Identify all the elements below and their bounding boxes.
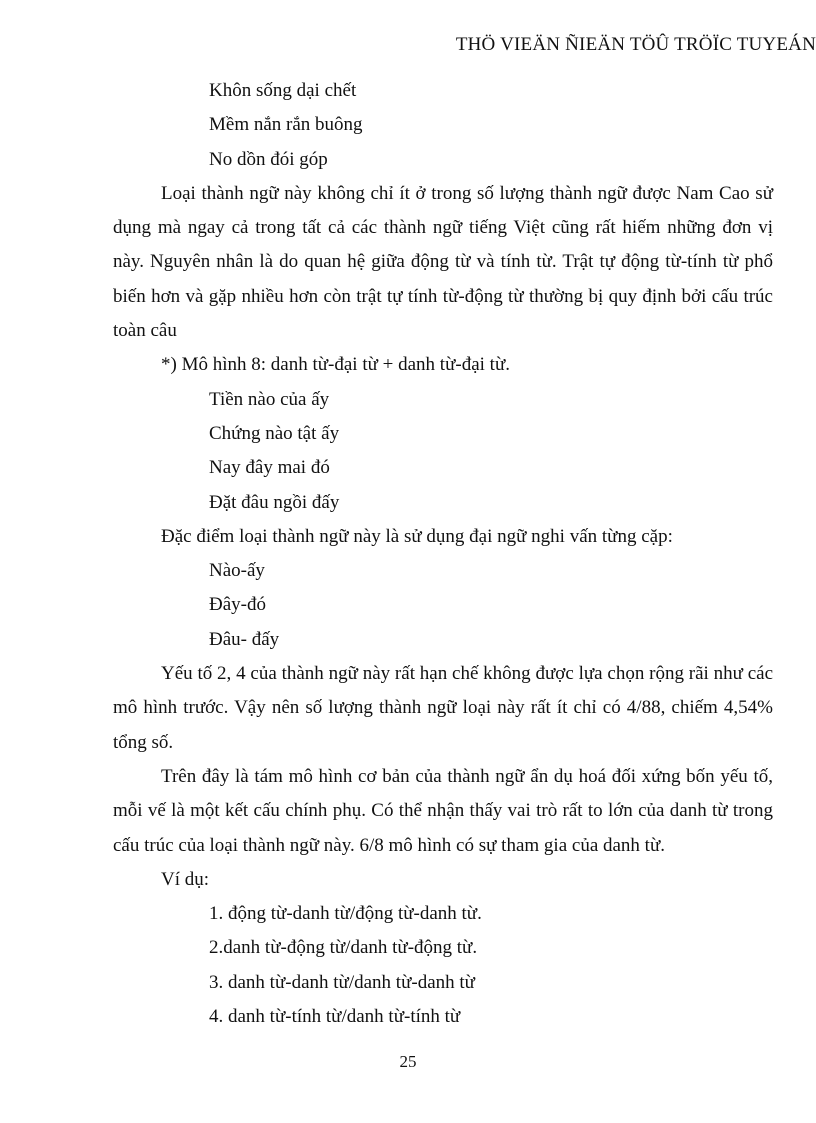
example-item: 2.danh từ-động từ/danh từ-động từ.: [209, 937, 478, 959]
paragraph-element-limits: Yếu tố 2, 4 của thành ngữ này rất hạn chế không được lựa chọn rộng rãi như các mô hình trước. Vậy nên số lượng thành ngữ loại này rất ít chỉ có 4/88, chiếm 4,54% tổng số.: [113, 663, 773, 753]
paragraph-summary: Trên đây là tám mô hình cơ bản của thành ngữ ẩn dụ hoá đối xứng bốn yếu tố, mỗi vế là một kết cấu chính phụ. Có thể nhận thấy vai trò rất to lớn của danh từ trong cấu trúc của loại thành ngữ này. 6/8 mô hình có sự tham gia của danh từ.: [113, 765, 773, 856]
example-item: 1. động từ-danh từ/động từ-danh từ.: [209, 903, 482, 925]
page-header: THÖ VIEÄN ÑIEÄN TÖÛ TRÖÏC TUYEÁN: [455, 34, 816, 55]
idiom-line: Tiền nào của ấy: [209, 388, 330, 410]
pronoun-pair: Đây-đó: [209, 594, 266, 616]
idiom-line: Chứng nào tật ấy: [209, 422, 340, 444]
feature-sentence: Đặc điểm loại thành ngữ này là sử dụng đại ngữ nghi vấn từng cặp:: [161, 525, 673, 547]
idiom-line: Đặt đâu ngồi đấy: [209, 491, 340, 513]
example-item: 4. danh từ-tính từ/danh từ-tính từ: [209, 1006, 461, 1028]
idiom-line: Nay đây mai đó: [209, 457, 330, 479]
idiom-line: Khôn sống dại chết: [209, 80, 357, 101]
page-number: 25: [399, 1052, 417, 1071]
pronoun-pair: Nào-ấy: [209, 560, 265, 582]
paragraph-verb-adjective-order: Loại thành ngữ này không chỉ ít ở trong số lượng thành ngữ được Nam Cao sử dụng mà ngay cả trong tất cả các thành ngữ tiếng Việt cũng rất hiếm những đơn vị này. Nguyên nhân là do quan hệ giữa động từ và tính từ. Trật tự động từ-tính từ phổ biến hơn và gặp nhiều hơn còn trật tự tính từ-động từ thường bị quy định bởi cấu trúc toàn câu: [113, 182, 773, 342]
document-body: [113, 74, 773, 1034]
example-label: Ví dụ:: [161, 868, 210, 890]
example-item: 3. danh từ-danh từ/danh từ-danh từ: [209, 971, 475, 993]
pronoun-pair: Đâu- đấy: [209, 628, 280, 650]
idiom-line: Mềm nắn rắn buông: [209, 114, 363, 136]
model-8-heading: *) Mô hình 8: danh từ-đại từ + danh từ-đại từ.: [161, 354, 510, 376]
idiom-line: No dồn đói góp: [209, 148, 328, 170]
